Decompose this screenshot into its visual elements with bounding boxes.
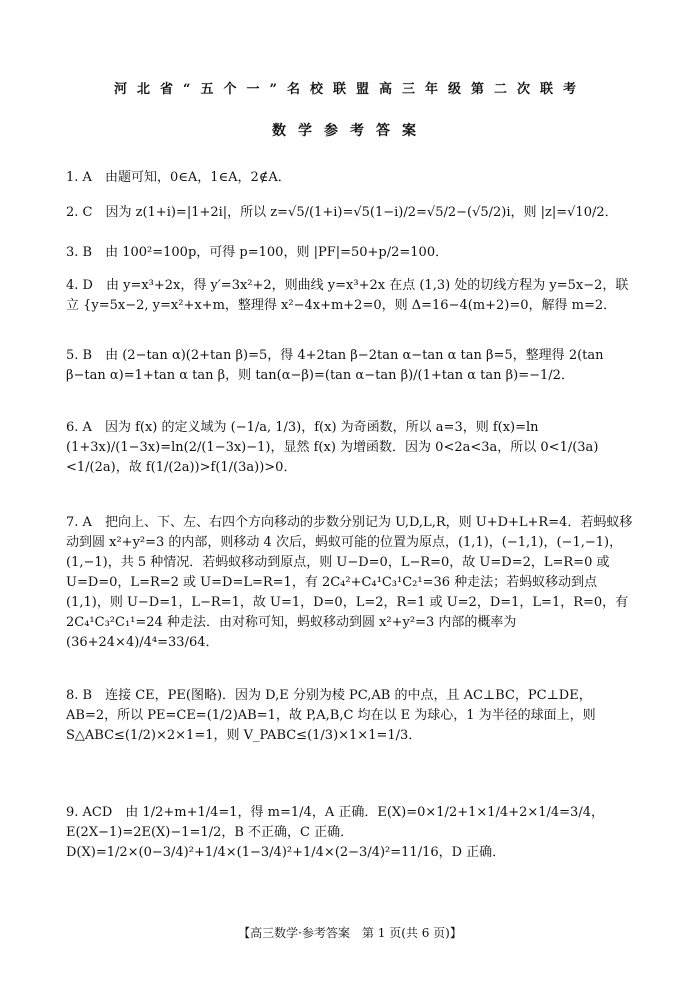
answer-number: 4. D [66, 278, 106, 293]
answer-item [66, 513, 636, 653]
document-subtitle: 数学参考答案 [272, 123, 428, 139]
answer-number: 7. A [66, 515, 105, 530]
answer-text: 由 100²=100p，可得 p=100，则 |PF|=50+p/2=100． [105, 245, 449, 260]
answer-text: 由 y=x³+2x，得 y′=3x²+2，则曲线 y=x³+2x 在点 (1,3) 处的切线方程为 y=5x−2，联立 {y=5x−2, y=x²+x+m，整理得 x²−4x+m+2=0，则 Δ=16−4(m+2)=0，解得 m=2． [66, 278, 629, 313]
answer-number: 5. B [66, 348, 106, 363]
answer-number: 6. A [66, 420, 105, 435]
document-title: 河北省“五个一”名校联盟高三年级第二次联考 [114, 82, 586, 97]
answer-text: 由 (2−tan α)(2+tan β)=5，得 4+2tan β−2tan α−tan α tan β=5，整理得 2(tan β−tan α)=1+tan α tan β，则 tan(α−β)=(tan α−tan β)/(1+tan α tan β)=−1/2． [66, 348, 604, 383]
answer-number: 8. B [66, 688, 106, 703]
answer-item [66, 346, 636, 386]
answer-text: 因为 f(x) 的定义域为 (−1/a, 1/3)，f(x) 为奇函数，所以 a=3，则 f(x)=ln (1+3x)/(1−3x)=ln(2/(1−3x)−1)，显然 f(x) 为增函数．因为 0<2a<3a，所以 0<1/(3a)<1/(2a)，故 f(1/(2a))>f(1/(3a))>0． [66, 420, 599, 475]
answer-item [66, 276, 636, 316]
answer-text: 把向上、下、左、右四个方向移动的步数分别记为 U,D,L,R，则 U+D+L+R=4．若蚂蚁移动到圆 x²+y²=3 的内部，则移动 4 次后，蚂蚁可能的位置为原点，(1,1)，(−1,1)，(−1,−1)，(1,−1)，共 5 种情况．若蚂蚁移动到原点，则 U−D=0，L−R=0，故 U=D=2，L=R=0 或 U=D=0，L=R=2 或 U=D=L=R=1，有 2C₄²+C₄¹C₃¹C₂¹=36 种走法；若蚂蚁移动到点 (1,1)，则 U−D=1，L−R=1，故 U=1，D=0，L=2，R=1 或 U=2，D=1，L=1，R=0，有 2C₄¹C₃²C₁¹=24 种走法．由对称可知，蚂蚁移动到圆 x²+y²=3 内部的概率为 (36+24×4)/4⁴=33/64． [66, 515, 633, 650]
answer-item [66, 803, 636, 863]
answer-item [66, 203, 636, 223]
answer-item [66, 686, 636, 746]
answer-text: 因为 z(1+i)=|1+2i|，所以 z=√5/(1+i)=√5(1−i)/2=√5/2−(√5/2)i，则 |z|=√10/2． [105, 205, 618, 220]
page-footer: 【高三数学·参考答案 第 1 页(共 6 页)】 [238, 926, 462, 940]
answer-number: 2. C [66, 205, 106, 220]
answer-item [66, 168, 636, 188]
answer-text: 由 1/2+m+1/4=1，得 m=1/4，A 正确．E(X)=0×1/2+1×1/4+2×1/4=3/4，E(2X−1)=2E(X)−1=1/2，B 不正确，C 正确．D(X)=1/2×(0−3/4)²+1/4×(1−3/4)²+1/4×(2−3/4)²=11/16，D 正确． [66, 805, 604, 860]
answer-item [66, 243, 636, 263]
answer-number: 1. A [66, 170, 105, 185]
answer-number: 3. B [66, 245, 106, 260]
answer-item [66, 418, 636, 478]
answer-number: 9. ACD [66, 805, 126, 820]
answer-text: 由题可知，0∈A，1∈A，2∉A． [104, 170, 291, 185]
answer-text: 连接 CE，PE(图略)．因为 D,E 分别为棱 PC,AB 的中点，且 AC⊥BC，PC⊥DE，AB=2，所以 PE=CE=(1/2)AB=1，故 P,A,B,C 均在以 E 为球心，1 为半径的球面上，则 S△ABC≤(1/2)×2×1=1，则 V_PABC≤(1/3)×1×1=1/3． [66, 688, 596, 743]
